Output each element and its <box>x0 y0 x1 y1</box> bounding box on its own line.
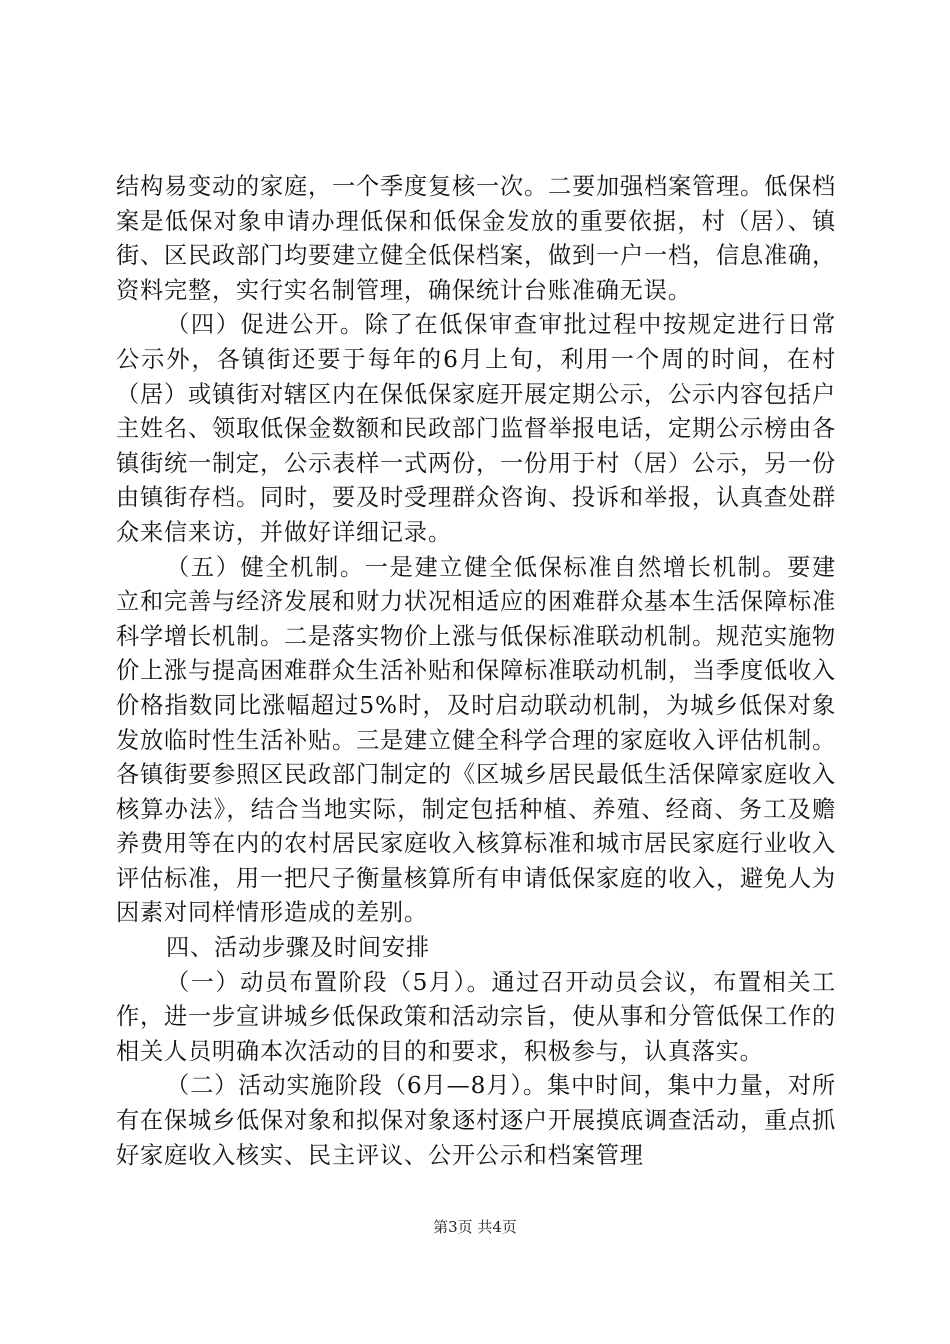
section-heading-steps: 四、活动步骤及时间安排 <box>166 934 430 962</box>
paragraph-archive-management: 结构易变动的家庭，一个季度复核一次。二要加强档案管理。低保档案是低保对象申请办理低保和低保金发放的重要依据，村（居）、镇街、区民政部门均要建立健全低保档案，做到一户一档，信息准确，资料完整，实行实名制管理，确保统计台账准确无误。 <box>116 173 836 304</box>
page-footer: 第3页 共4页 <box>433 1218 517 1236</box>
paragraph-implementation-stage: （二）活动实施阶段（6月—8月）。集中时间，集中力量，对所有在保城乡低保对象和拟保对象逐村逐户开展摸底调查活动，重点抓好家庭收入核实、民主评议、公开公示和档案管理 <box>116 1072 836 1169</box>
paragraph-mobilization-stage: （一）动员布置阶段（5月）。通过召开动员会议，布置相关工作，进一步宣讲城乡低保政策和活动宗旨，使从事和分管低保工作的相关人员明确本次活动的目的和要求，积极参与，认真落实。 <box>116 968 836 1065</box>
paragraph-promote-openness: （四）促进公开。除了在低保审查审批过程中按规定进行日常公示外，各镇街还要于每年的6月上旬，利用一个周的时间，在村（居）或镇街对辖区内在保低保家庭开展定期公示，公示内容包括户主姓名、领取低保金数额和民政部门监督举报电话，定期公示榜由各镇街统一制定，公示表样一式两份，一份用于村（居）公示，另一份由镇街存档。同时，要及时受理群众咨询、投诉和举报，认真查处群众来信来访，并做好详细记录。 <box>116 311 836 546</box>
document-body <box>116 170 836 1173</box>
paragraph-improve-mechanism: （五）健全机制。一是建立健全低保标准自然增长机制。要建立和完善与经济发展和财力状况相适应的困难群众基本生活保障标准科学增长机制。二是落实物价上涨与低保标准联动机制。规范实施物价上涨与提高困难群众生活补贴和保障标准联动机制，当季度低收入价格指数同比涨幅超过5%时，及时启动联动机制，为城乡低保对象发放临时性生活补贴。三是建立健全科学合理的家庭收入评估机制。各镇街要参照区民政部门制定的《区城乡居民最低生活保障家庭收入核算办法》，结合当地实际，制定包括种植、养殖、经商、务工及赡养费用等在内的农村居民家庭收入核算标准和城市居民家庭行业收入评估标准，用一把尺子衡量核算所有申请低保家庭的收入，避免人为因素对同样情形造成的差别。 <box>116 553 836 927</box>
